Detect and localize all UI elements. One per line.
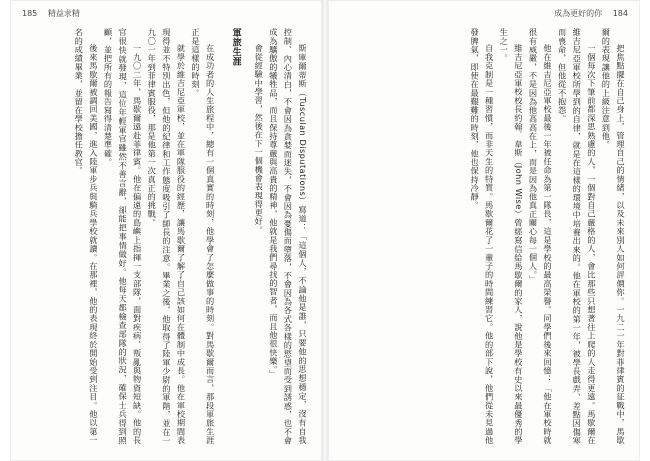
right-page-body <box>340 28 628 445</box>
left-page-number: 185 <box>22 9 38 18</box>
paragraph: 自我克制是一種習慣，而非天生的特質。馬歇爾花了一輩子的時間練習它。他的部下說，他們從未見過他發脾氣，即使在最艱難的時刻，他也保持冷靜。 <box>470 28 495 445</box>
section-heading: 軍旅生涯 <box>230 28 241 66</box>
paragraph: 在成功者的人生旅程中，總有一個真實的時刻，他學會了怎麼做事的時刻。對馬歇爾而言，那段軍旅生涯正是這樣的時刻。 <box>191 28 216 445</box>
left-page <box>10 0 322 461</box>
paragraph: 斯庫爾蒂斯（Tusculan Disputations）寫道：「這個人，不論他是誰，只要他的思想穩定，沒有自我控制、內心清白，不會因為貪婪而迷失，不會因為憂傷而墮落，不會因為各式各樣的慾望而受到誘惑，也不會成為驕傲的犧牲品，而且保持尊嚴與高貴的精神，他就是我們尋找的智者，而且他很快樂。」 <box>268 28 308 445</box>
right-page-number: 184 <box>612 9 628 18</box>
paragraph: 維吉尼亞軍校校長約翰．韋斯（John Wise）曾經寫信給馬歇爾的家人，說他是學校有史以來最優秀的學生之一。 <box>499 28 524 445</box>
left-page-header <box>22 8 310 20</box>
paragraph: 後來馬歇爾被調回美國，進入陸軍步兵與騎兵學校就讀。在那裡，他的表現終於開始受到注目。他以第一名的成績畢業，並留在學校擔任教官。 <box>74 28 99 445</box>
paragraph: 一九〇二年，馬歇爾遠赴菲律賓。他在偏遠的島嶼上指揮一支部隊，面對疾病、叛亂與物資短缺。他的長官很快就發現，這位年輕軍官雖然不善言辭，卻能把事情做好。他每天都檢查部隊的狀況，確保士兵得到照顧，並把所有的報告寫得清楚準確。 <box>103 28 143 445</box>
paragraph: 把焦點擺在自己身上，管理自己的情緒，以及未來別人如何評價你。一九二一年對菲律賓的征戰中，馬歇爾的表現讓他的上級注意到他。 <box>601 28 626 445</box>
paragraph: 會從經驗中學習，然後在下一個機會表現得更好。 <box>254 44 265 235</box>
right-running-title: 成為更好的你 <box>554 9 603 18</box>
paragraph: 就學於維吉尼亞軍校，並在軍隊服役的經歷，讓馬歇爾了解了自己該如何在體制中成長。他在軍校期間表現得並不特別出色，但他的紀律和工作態度吸引了師長的注意。畢業之後，他取得了陸軍少尉的軍階，並在一九〇一年到菲律賓服役，那是他第一次真正的挑戰。 <box>147 28 187 445</box>
paragraph: 他在維吉尼亞軍校最後一年被任命為第一隊長，這是學校的最高榮譽。同學們後來回憶：「他在軍校時就很有威嚴，不是因為他高高在上，而是因為他真正關心每一個人。」 <box>528 28 554 445</box>
left-page-body <box>22 28 310 445</box>
left-running-title: 精益求精 <box>47 9 80 18</box>
paragraph: 一個每次下筆前都深思熟慮的人，一個對自己嚴格的人，會比那些只想著往上爬的人走得更遠。馬歇爾在維吉尼亞軍校所學到的自律，就是在這樣的環境中培養出來的。他在軍校的第一年，被學長戲弄、差點因傷寒而喪命，但他從不抱怨。 <box>557 28 597 445</box>
right-page-header <box>340 8 628 20</box>
right-page <box>328 0 640 461</box>
